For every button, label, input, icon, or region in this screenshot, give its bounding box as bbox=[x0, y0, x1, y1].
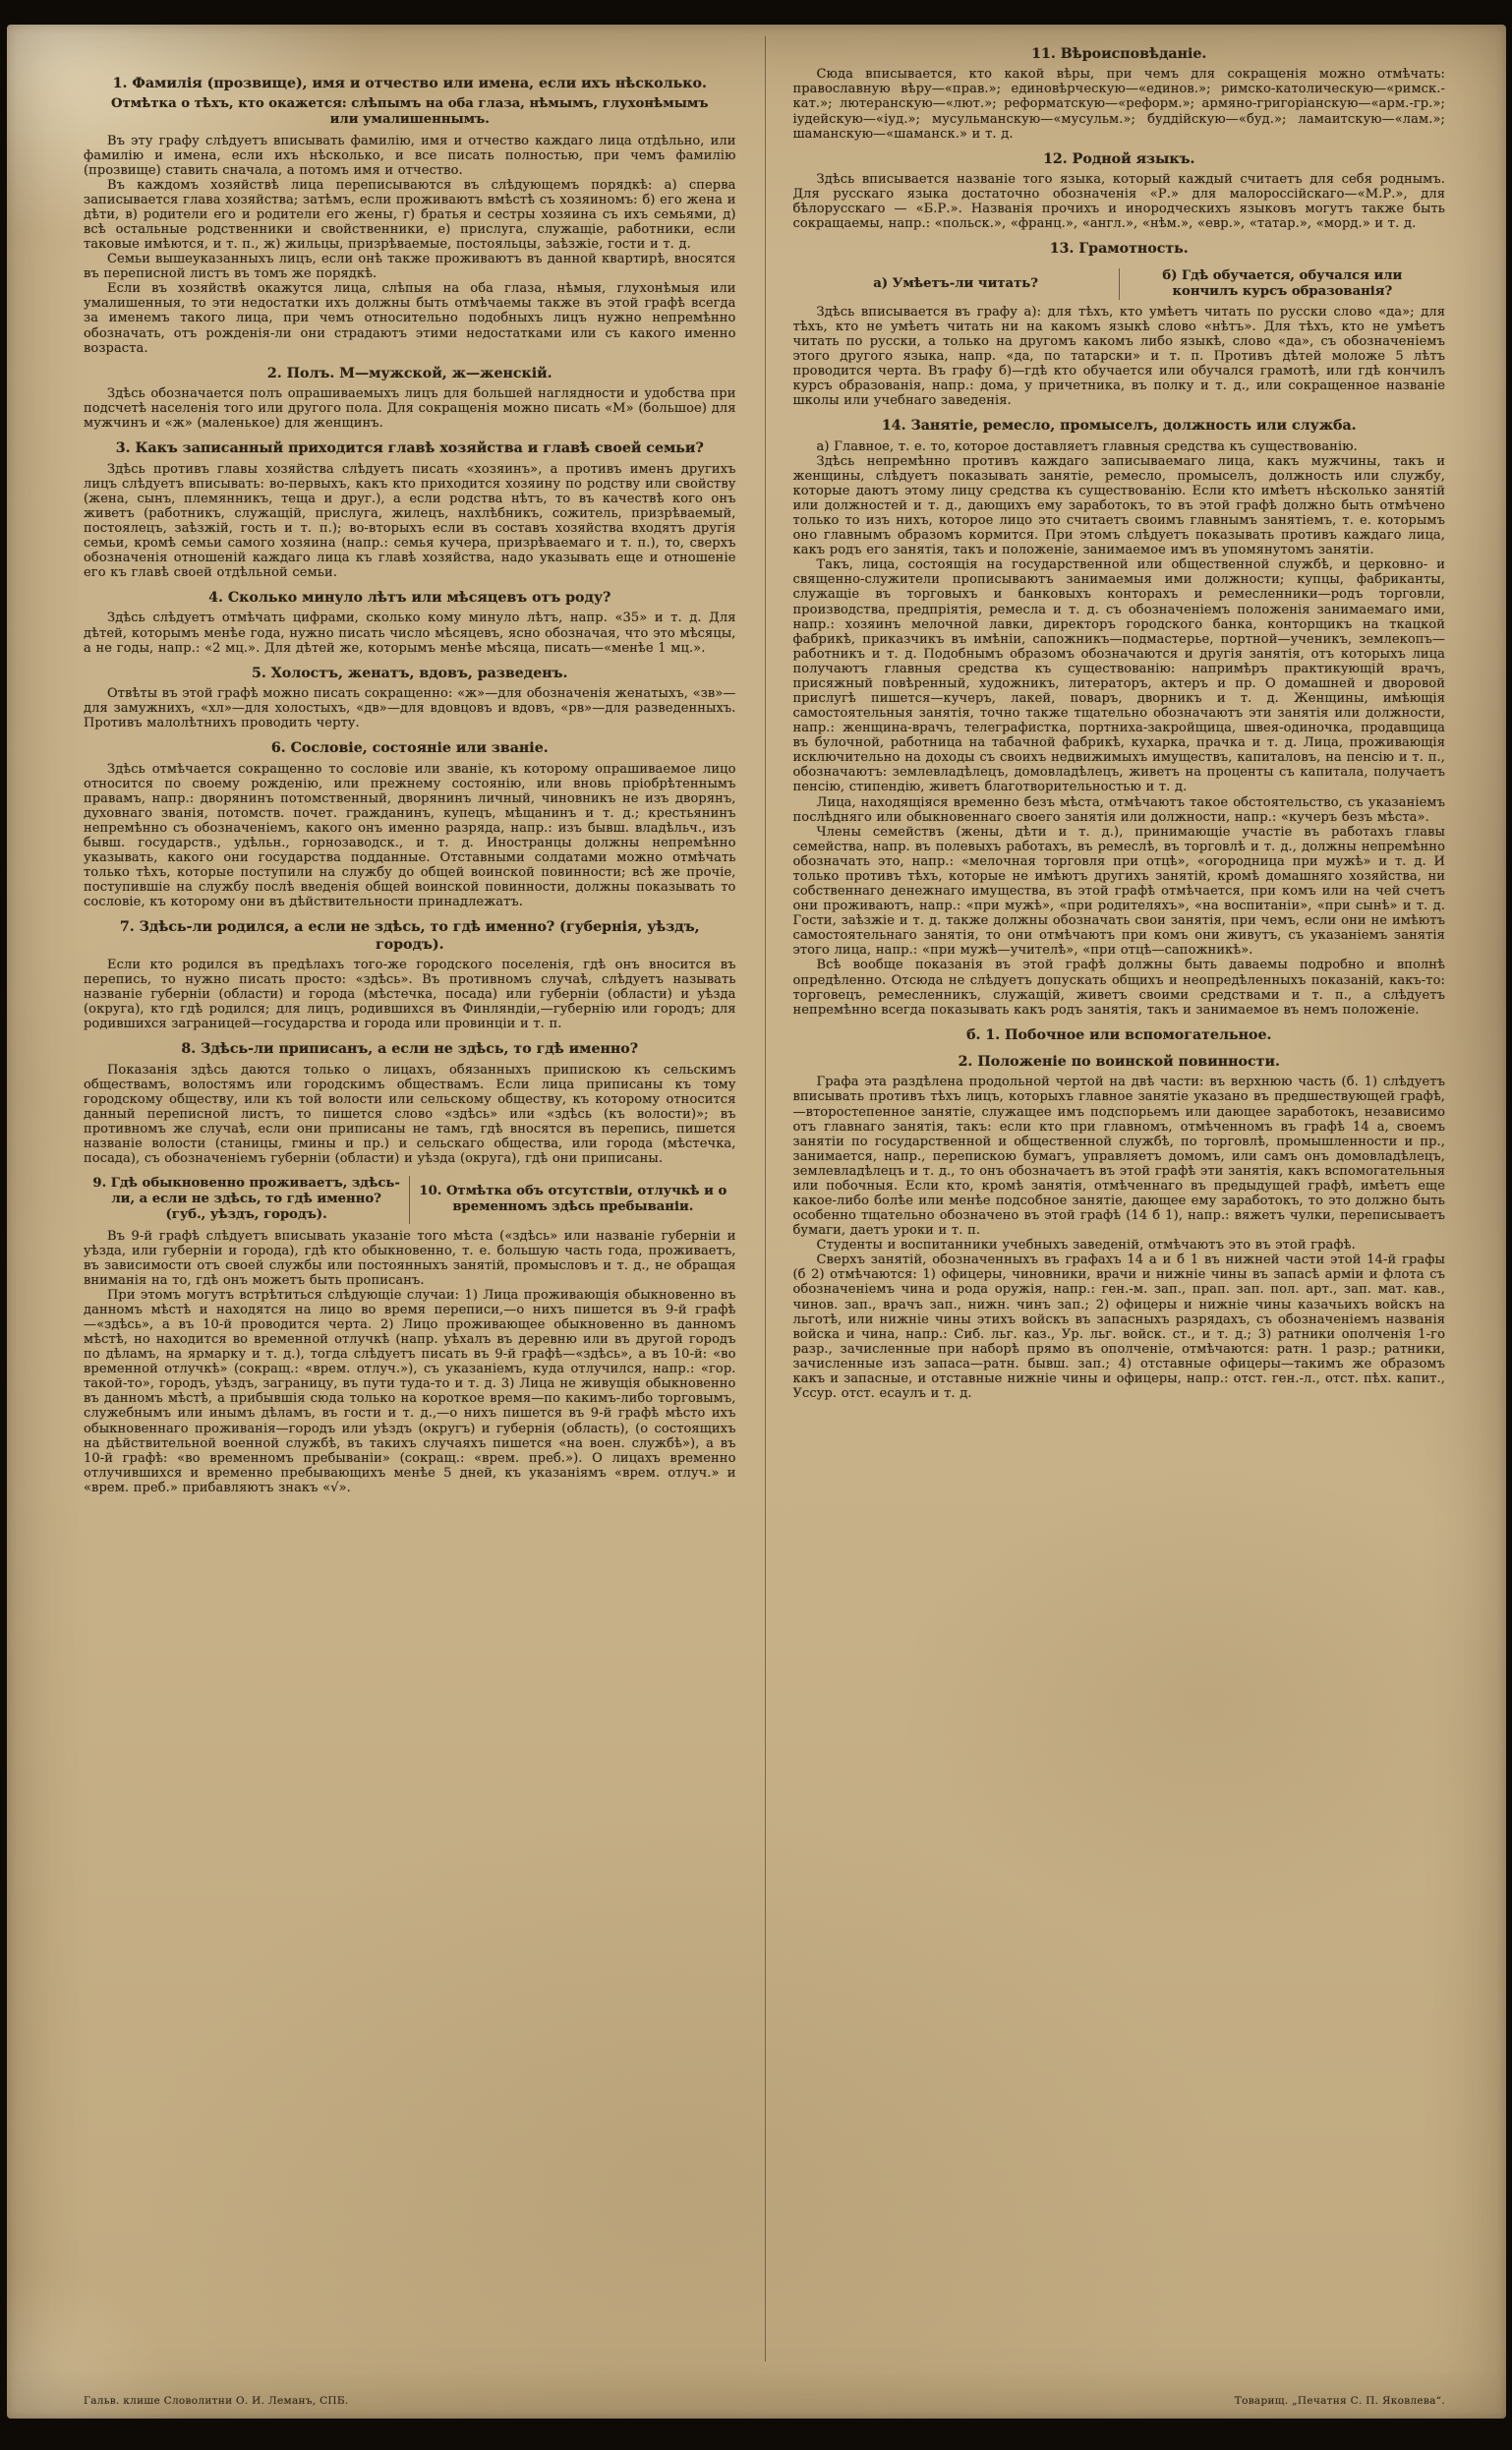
document-page bbox=[7, 25, 1506, 2419]
section-paragraph: Такъ, лица, состоящія на государственной или общественной службѣ, и церковно- и священно-служители прописываютъ занимаемыя ими должности; купцы, фабриканты, служащіе въ торговыхъ и банковыхъ конторахъ и ремесленники—родъ торговли, производства, предпріятія, ремесла и т. д. съ обозначеніемъ положенія занимаемаго ими, напр.: хозяинъ мелочной лавки, директоръ городского банка, конторщикъ на ткацкой фабрикѣ, приказчикъ въ имѣніи, сапожникъ—подмастерье, портной—ученикъ, землекопъ—работникъ и т. д. Подобнымъ образомъ обозначаются и другія занятія, отъ которыхъ лица получаютъ главныя средства къ существованію: напримѣръ практикующій врачъ, присяжный повѣренный, художникъ, литераторъ, актеръ и пр. О домашней и дворовой прислугѣ пишется—кучеръ, лакей, поваръ, дворникъ и т. д. Женщины, имѣющія самостоятельныя занятія, точно также тщательно обозначаютъ эти занятія или должности, напр.: женщина-врачъ, телеграфистка, портниха-закройщица, швея-одиночка, продавщица въ булочной, работница на табачной фабрикѣ, кухарка, прачка и т. д. Лица, проживающія исключительно на доходы съ своихъ недвижимыхъ имуществъ, капиталовъ, на пенсію и т. п., обозначаютъ: землевладѣлецъ, домовладѣлецъ, живетъ на проценты съ капитала, получаетъ пенсію, стипендію, живетъ благотворительностью и т. д. bbox=[792, 557, 1445, 795]
section-heading-cell: 10. Отмѣтка объ отсутствіи, отлучкѣ и о временномъ здѣсь пребываніи. bbox=[409, 1176, 735, 1223]
section-paragraph: Здѣсь слѣдуетъ отмѣчать цифрами, сколько кому минуло лѣтъ, напр. «35» и т. д. Для дѣтей, которымъ менѣе года, нужно писать число мѣсяцевъ, ясно обозначая, что это мѣсяцы, а не годы, напр.: «2 мц.». Для дѣтей же, которымъ менѣе мѣсяца, писать—«менѣе 1 мц.». bbox=[84, 611, 736, 656]
footer-imprint-left: Гальв. клише Словолитни О. И. Леманъ, СПБ. bbox=[84, 2395, 349, 2407]
section-paragraph: При этомъ могутъ встрѣтиться слѣдующіе случаи: 1) Лица проживающія обыкновенно въ данномъ мѣстѣ и находятся на лицо во время переписи,—о нихъ пишется въ 9-й графѣ—«здѣсь», а въ 10-й проводится черта. 2) Лицо проживающее обыкновенно въ данномъ мѣстѣ, но находится во временной отлучкѣ (напр. уѣхалъ въ деревню или въ другой городъ по дѣламъ, на ярмарку и т. д.), тогда слѣдуетъ писать въ 9-й графѣ—«здѣсь», а въ 10-й: «во временной отлучкѣ» (сокращ.: «врем. отлуч.»), съ указаніемъ, куда отлучился, напр.: «гор. такой-то», городъ, уѣздъ, заграницу, въ пути туда-то и т. д. 3) Лица не живущія обыкновенно въ данномъ мѣстѣ, а прибывшія сюда только на короткое время—по какимъ-либо торговымъ, служебнымъ или инымъ дѣламъ, въ гости и т. д.,—о нихъ пишется въ 9-й графѣ мѣсто ихъ обыкновеннаго проживанія—городъ или уѣздъ (округъ) и губернія (область), (о состоящихъ на дѣйствительной военной службѣ, въ такихъ случаяхъ пишется «на воен. службѣ»), а въ 10-й графѣ: «во временномъ пребываніи» (сокращ.: «врем. преб.»). О лицахъ временно отлучившихся и временно пребывающихъ менѣе 5 дней, къ указаніямъ «врем. отлуч.» и «врем. преб.» прибавляютъ знакъ «√». bbox=[84, 1287, 736, 1495]
section-paragraph: Отвѣты въ этой графѣ можно писать сокращенно: «ж»—для обозначенія женатыхъ, «зв»—для замужнихъ, «хл»—для холостыхъ, «дв»—для вдовцовъ и вдовъ, «рв»—для разведенныхъ. Противъ малолѣтнихъ проводить черту. bbox=[84, 686, 736, 731]
section-heading: 11. Вѣроисповѣданіе. bbox=[1031, 46, 1207, 62]
section-paragraph: Здѣсь противъ главы хозяйства слѣдуетъ писать «хозяинъ», а противъ именъ другихъ лицъ слѣдуетъ вписывать: во-первыхъ, какъ кто приходится хозяину по родству или свойству (жена, сынъ, племянникъ, теща и друг.), а если родства нѣтъ, то въ качествѣ кого онъ живетъ (работникъ, служащій, прислуга, жилецъ, нахлѣбникъ, сожитель, призрѣваемый, постоялецъ, заѣзжій, гость и т. п.); во-вторыхъ если въ составъ хозяйства входятъ другія семьи, кромѣ семьи самого хозяина (напр.: семья кучера, призрѣваемаго и т. п.), то, сверхъ обозначенія отношеній каждаго лица къ главѣ хозяйства, надо указывать еще и отношеніе его къ главѣ своей отдѣльной семьи. bbox=[84, 461, 736, 581]
section bbox=[84, 590, 736, 656]
section bbox=[793, 418, 1446, 1017]
section-heading: 4. Сколько минуло лѣтъ или мѣсяцевъ отъ роду? bbox=[208, 590, 611, 607]
section-heading: 7. Здѣсь-ли родился, а если не здѣсь, то гдѣ именно? (губернія, уѣздъ, городъ). bbox=[119, 919, 700, 953]
section bbox=[84, 366, 736, 432]
section-heading-split bbox=[793, 268, 1446, 300]
section-paragraph: Сюда вписывается, кто какой вѣры, при чемъ для сокращенія можно отмѣчать: православную вѣру—«прав.»; единовѣрческую—«единов.»; римско-католическую—«римск.-кат.»; лютеранскую—«лют.»; реформатскую—«реформ.»; армяно-григоріанскую—«арм.-гр.»; іудейскую—«іуд.»; мусульманскую—«мусульм.»; буддійскую—«буд.»; ламаитскую—«лам.»; шаманскую—«шаманск.» и т. д. bbox=[792, 67, 1445, 142]
section-paragraph: Въ 9-й графѣ слѣдуетъ вписывать указаніе того мѣста («здѣсь» или названіе губерніи и уѣзда, или губерніи и города), гдѣ кто обыкновенно, т. е. большую часть года, проживаетъ, въ зависимости отъ своей службы или постоянныхъ занятій, промысловъ и т. д., не обращая вниманія на то, гдѣ онъ можетъ быть прописанъ. bbox=[84, 1228, 736, 1288]
section-paragraph: Здѣсь вписывается названіе того языка, который каждый считаетъ для себя роднымъ. Для русскаго языка достаточно обозначенія «Р.» для малороссійскаго—«М.Р.», для бѣлорусскаго — «Б.Р.». Названія прочихъ и инородческихъ языковъ могутъ также быть сокращаемы, напр.: «польск.», «франц.», «англ.», «нѣм.», «евр.», «татар.», «морд.» и т. д. bbox=[792, 172, 1445, 232]
section bbox=[84, 919, 736, 1031]
column-divider-rule bbox=[765, 36, 766, 2362]
section-subheading: Отмѣтка о тѣхъ, кто окажется: слѣпымъ на оба глаза, нѣмымъ, глухонѣмымъ или умалишеннымъ. bbox=[111, 96, 709, 128]
section bbox=[84, 666, 736, 731]
section-heading-split bbox=[84, 1176, 736, 1223]
section-heading: 8. Здѣсь-ли приписанъ, а если не здѣсь, то гдѣ именно? bbox=[181, 1041, 639, 1058]
column-left bbox=[84, 36, 736, 2362]
columns-container bbox=[84, 36, 1445, 2362]
section bbox=[84, 440, 736, 580]
section-heading: 14. Занятіе, ремесло, промыселъ, должность или служба. bbox=[881, 418, 1357, 435]
section bbox=[793, 151, 1446, 232]
section bbox=[793, 1027, 1446, 1401]
section-paragraph: Студенты и воспитанники учебныхъ заведеній, отмѣчаютъ это въ этой графѣ. bbox=[816, 1238, 1356, 1254]
section-paragraph: Здѣсь обозначается полъ опрашиваемыхъ лицъ для большей наглядности и удобства при подсчетѣ населенія того или другого пола. Для сокращенія можно писать «М» (большое) для мужчинъ и «ж» (маленькое) для женщинъ. bbox=[84, 385, 736, 432]
section-heading: 1. Фамилія (прозвище), имя и отчество или имена, если ихъ нѣсколько. bbox=[112, 76, 707, 91]
section-paragraph: Здѣсь вписывается въ графу а): для тѣхъ, кто умѣетъ читать по русски слово «да»; для тѣхъ, кто не умѣетъ читать ни на какомъ языкѣ слово «нѣтъ». Для тѣхъ, кто не умѣетъ читать по русски, а только на другомъ какомъ либо языкѣ, слово «да», съ обозначеніемъ этого другого языка, напр. «да, по татарски» и т. п. Противъ дѣтей моложе 5 лѣтъ проводится черта. Въ графу б)—гдѣ кто обучается или обучался грамотѣ, или гдѣ кончилъ курсъ образованія, напр.: дома, у причетника, въ полку и т. д., или сокращенное названіе школы или учебнаго заведенія. bbox=[792, 304, 1445, 409]
section-heading: 2. Полъ. М—мужской, ж—женскій. bbox=[266, 365, 552, 381]
section bbox=[84, 1041, 736, 1166]
section-heading: 13. Грамотность. bbox=[1049, 241, 1189, 258]
section-paragraph: Здѣсь отмѣчается сокращенно то сословіе или званіе, къ которому опрашиваемое лицо относится по своему рожденію, или прежнему состоянію, или вновь пріобрѣтеннымъ правамъ, напр.: дворянинъ потомственный, дворянинъ личный, чиновникъ не изъ дворянъ, духовнаго званія, потомств. почет. гражданинъ, купецъ, мѣщанинъ и т. д.; крестьянинъ непремѣнно съ обозначеніемъ, какого онъ именно разряда, напр.: изъ бывш. владѣльч., изъ бывш. государств., удѣльн., горнозаводск., и т. д. Иностранцы должны непремѣнно указывать, какого они государства подданные. Отставными солдатами можно отмѣчать только тѣхъ, которые поступили на службу до общей воинской повинности; всѣ же прочіе, поступившіе на службу послѣ введенія общей воинской повинности, должны показывать то сословіе, къ которому они въ дѣйствительности принадлежатъ. bbox=[84, 761, 736, 910]
section bbox=[84, 740, 736, 909]
section-paragraph: а) Главное, т. е. то, которое доставляетъ главныя средства къ существованію. bbox=[816, 438, 1358, 454]
section bbox=[84, 76, 736, 356]
section-heading: 2. Положеніе по воинской повинности. bbox=[958, 1054, 1280, 1071]
section-paragraph: Семьи вышеуказанныхъ лицъ, если онѣ также проживаютъ въ данной квартирѣ, вносятся въ переписной листъ въ томъ же порядкѣ. bbox=[84, 252, 736, 282]
section-paragraph: Показанія здѣсь даются только о лицахъ, обязанныхъ припискою къ сельскимъ обществамъ, волостямъ или городскимъ обществамъ. Если лица приписаны къ тому городскому обществу, или къ той волости или сельскому обществу, къ которому относится данный переписной листъ, то пишется слово «здѣсь» или «здѣсь (къ волости)»; въ противномъ же случаѣ, если они приписаны не тамъ, гдѣ вносятся въ перепись, пишется названіе волости (станицы, гмины и пр.) и сельскаго общества, или города (мѣстечка, посада), съ обозначеніемъ губерніи (области) и уѣзда (округа), гдѣ они приписаны. bbox=[84, 1062, 736, 1167]
footer-imprint-right: Товарищ. „Печатня С. П. Яковлева“. bbox=[1234, 2395, 1445, 2407]
section-paragraph: Члены семействъ (жены, дѣти и т. д.), принимающіе участіе въ работахъ главы семейства, напр. въ полевыхъ работахъ, въ ремеслѣ, въ торговлѣ и т. д., должны непремѣнно обозначать это, напр.: «мелочная торговля при отцѣ», «огородница при мужѣ» и т. д. И только противъ тѣхъ, которые не имѣютъ другихъ занятій, кромѣ домашняго хозяйства, ни собственнаго денежнаго имущества, въ этой графѣ отмѣчается, при комъ или на чей счетъ они проживаютъ, напр.: «при мужѣ», «при родителяхъ», «на воспитаніи», «при сынѣ» и т. д. Гости, заѣзжіе и т. д. также должны обозначать свои занятія, при чемъ, если они не имѣютъ самостоятельнаго занятія, то они отмѣчаютъ при комъ они живутъ, съ указаніемъ занятія этого лица, напр.: «при мужѣ—учителѣ», «при отцѣ—сапожникѣ». bbox=[792, 824, 1445, 959]
section-heading: 6. Сословіе, состояніе или званіе. bbox=[270, 740, 549, 757]
section-paragraph: Если въ хозяйствѣ окажутся лица, слѣпыя на оба глаза, нѣмыя, глухонѣмыя или умалишенныя, то эти недостатки ихъ должны быть отмѣчаемы также въ этой графѣ всегда за именемъ такого лица, при чемъ относительно подобныхъ лицъ нужно непремѣнно обозначать, отъ рожденія-ли они страдаютъ этими недостатками или съ какого именно возраста. bbox=[84, 281, 736, 356]
section-heading-cell: а) Умѣетъ-ли читать? bbox=[873, 275, 1038, 291]
section-paragraph: Въ каждомъ хозяйствѣ лица переписываются въ слѣдующемъ порядкѣ: а) сперва записывается глава хозяйства; затѣмъ, если проживаютъ вмѣстѣ съ хозяиномъ: б) его жена и дѣти, в) родители его и родители его жены, г) братья и сестры хозяина съ ихъ семьями, д) всѣ остальные родственники и свойственники, е) прислуга, служащіе, работники, если таковые имѣются, и т. п., ж) жильцы, призрѣваемые, постояльцы, заѣзжіе, гости и т. д. bbox=[84, 177, 736, 253]
section-heading-cell: 9. Гдѣ обыкновенно проживаетъ, здѣсь-ли, а если не здѣсь, то гдѣ именно? (губ., уѣздъ, городъ). bbox=[92, 1176, 400, 1223]
section-paragraph: Если кто родился въ предѣлахъ того-же городского поселенія, гдѣ онъ вносится въ перепись, то нужно писать просто: «здѣсь». Въ противномъ случаѣ, слѣдуетъ называть названіе губерніи (области) и города (мѣстечка, посада) или губерніи (области) и уѣзда (округа), кто гдѣ родился; для лицъ, родившихся въ Финляндіи,—губернію или городъ; для родившихся заграницей—государства и города или провинціи и т. п. bbox=[84, 957, 736, 1032]
footer-imprint bbox=[84, 2395, 1445, 2407]
section-paragraph: Сверхъ занятій, обозначенныхъ въ графахъ 14 а и б 1 въ нижней части этой 14-й графы (б 2) отмѣчаются: 1) офицеры, чиновники, врачи и нижніе чины въ запасѣ арміи и флота съ обозначеніемъ чина и рода оружія, напр.: ген.-м. зап., прап. зап. пол. арт., зап. мат. кав., чинов. зап., врачъ зап., нижн. чинъ зап.; 2) офицеры и нижніе чины казачьихъ войскъ на льготѣ, или нижніе чины этихъ войскъ въ запасныхъ разрядахъ, съ обозначеніемъ названія войска и чина, напр.: Сиб. льг. каз., Ур. льг. войск. ст., и т. д.; 3) ратники ополченія 1-го разр., зачисленные при наборѣ прямо въ ополченіе, отмѣчаются: ратн. 1 разр.; ратники, зачисленные изъ запаса—ратн. бывш. зап.; 4) отставные офицеры—такимъ же образомъ какъ и запасные, и отставные нижніе чины и офицеры, напр.: отст. ген.-л., отст. пѣх. капит., Уссур. отст. есаулъ и т. д. bbox=[792, 1253, 1445, 1401]
section bbox=[84, 1176, 736, 1495]
section-paragraph: Въ эту графу слѣдуетъ вписывать фамилію, имя и отчество каждаго лица отдѣльно, или фамилію и имена, если ихъ нѣсколько, и все писать полностью, при чемъ фамилію (прозвище) ставить сначала, а потомъ имя и отчество. bbox=[84, 133, 736, 178]
section-paragraph: Графа эта раздѣлена продольной чертой на двѣ части: въ верхнюю часть (б. 1) слѣдуетъ вписывать противъ тѣхъ лицъ, которыхъ главное занятіе указано въ предшествующей графѣ,—второстепенное занятіе, служащее имъ подспорьемъ или дающее заработокъ, независимо отъ главнаго занятія, такъ: если кто при главномъ, отмѣченномъ въ графѣ 14 а, своемъ занятіи по государственной и общественной службѣ, по торговлѣ, промышленности и пр., занимается, напр., перепискою бумагъ, управляетъ домомъ, или самъ онъ домовладѣлецъ, землевладѣлецъ и т. д., то онъ обозначаетъ въ этой графѣ эти занятія, какъ вспомогательныя или побочныя. Если кто, кромѣ занятія, отмѣченнаго въ предыдущей графѣ, имѣетъ еще какое-либо болѣе или менѣе подсобное занятіе, дающее ему заработокъ, то это должно быть особенно тщательно обозначено въ этой графѣ (14 б 1), напр.: вяжетъ чулки, переписываетъ бумаги, даетъ уроки и т. п. bbox=[792, 1075, 1445, 1239]
section-heading: 3. Какъ записанный приходится главѣ хозяйства и главѣ своей семьи? bbox=[115, 440, 704, 457]
section-heading-cell: б) Гдѣ обучается, обучался или кончилъ курсъ образованія? bbox=[1119, 268, 1445, 300]
section-paragraph: Лица, находящіяся временно безъ мѣста, отмѣчаютъ такое обстоятельство, съ указаніемъ послѣдняго или обыкновеннаго своего занятія или должности, напр.: «кучеръ безъ мѣста». bbox=[792, 794, 1445, 825]
section-paragraph: Здѣсь непремѣнно противъ каждаго записываемаго лица, какъ мужчины, такъ и женщины, слѣдуетъ показывать занятіе, ремесло, промыселъ, должность или службу, которые даютъ этому лицу средства къ существованію. Если кто имѣетъ нѣсколько занятій или должностей и т. д., дающихъ ему заработокъ, то въ этой графѣ должно быть отмѣчено только то изъ нихъ, которое лицо это считаетъ своимъ главнымъ занятіемъ, т. е. которымъ оно главнымъ образомъ кормится. При этомъ слѣдуетъ показывать противъ каждаго лица, какъ родъ его занятія, такъ и положеніе, занимаемое имъ въ упомянутомъ занятіи. bbox=[792, 453, 1445, 558]
section bbox=[793, 46, 1446, 142]
section-heading: 12. Родной языкъ. bbox=[1043, 150, 1195, 167]
section bbox=[793, 241, 1446, 408]
section-heading: 5. Холостъ, женатъ, вдовъ, разведенъ. bbox=[252, 665, 568, 681]
section-paragraph: Всѣ вообще показанія въ этой графѣ должны быть даваемы подробно и вполнѣ опредѣленно. Отсюда не слѣдуетъ допускать общихъ и неопредѣленныхъ показаній, какъ-то: торговецъ, ремесленникъ, служащій, живетъ своими средствами и т. п., а слѣдуетъ непремѣнно всегда показывать какъ родъ занятія, такъ и занимаемое въ немъ положеніе. bbox=[792, 958, 1445, 1018]
column-right bbox=[793, 36, 1446, 2362]
section-heading: б. 1. Побочное или вспомогательное. bbox=[966, 1026, 1272, 1043]
